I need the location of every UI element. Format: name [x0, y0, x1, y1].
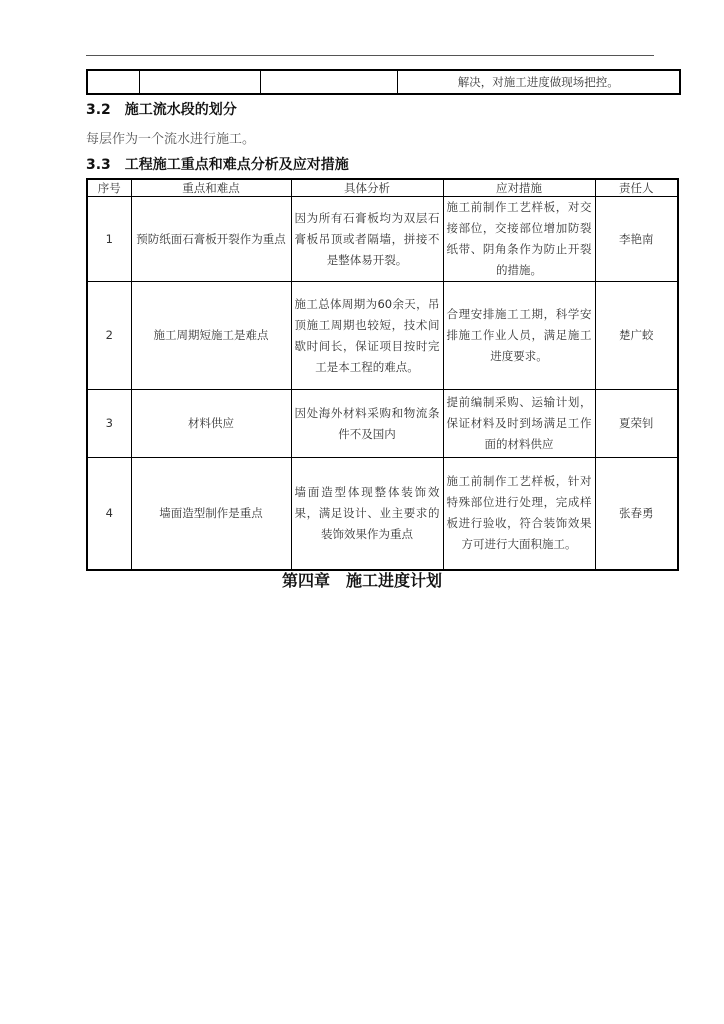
row-analysis: 墙面造型体现整体装饰效果，满足设计、业主要求的装饰效果作为重点 [291, 458, 443, 570]
table-cell [87, 70, 139, 94]
section-text-3-2: 每层作为一个流水进行施工。 [86, 132, 256, 147]
row-person: 张春勇 [595, 458, 678, 570]
row-key: 材料供应 [131, 390, 291, 458]
section-heading-3-3: 3.3 工程施工重点和难点分析及应对措施 [86, 157, 349, 173]
row-key: 施工周期短施工是难点 [131, 282, 291, 390]
table-row [87, 458, 678, 570]
row-no: 2 [87, 282, 131, 390]
row-analysis: 因为所有石膏板均为双层石膏板吊顶或者隔墙，拼接不是整体易开裂。 [291, 197, 443, 282]
table-row [87, 70, 680, 94]
table-row [87, 282, 678, 390]
row-measures: 施工前制作工艺样板，对交接部位，交接部位增加防裂纸带、阴角条作为防止开裂的措施。 [443, 197, 595, 282]
table-header-row [87, 179, 678, 197]
row-no: 4 [87, 458, 131, 570]
table-cell [139, 70, 260, 94]
header-rule [86, 55, 654, 56]
table-row [87, 197, 678, 282]
table-row [87, 390, 678, 458]
row-measures: 合理安排施工工期，科学安排施工作业人员，满足施工进度要求。 [443, 282, 595, 390]
row-no: 1 [87, 197, 131, 282]
row-person: 李艳南 [595, 197, 678, 282]
header-key: 重点和难点 [131, 179, 291, 197]
chapter-title: 第四章 施工进度计划 [281, 571, 442, 590]
header-no: 序号 [87, 179, 131, 197]
header-person: 责任人 [595, 179, 678, 197]
row-person: 楚广蛟 [595, 282, 678, 390]
header-measures: 应对措施 [443, 179, 595, 197]
row-person: 夏荣钊 [595, 390, 678, 458]
row-measures: 施工前制作工艺样板，针对特殊部位进行处理，完成样板进行验收，符合装饰效果方可进行大面积施工。 [443, 458, 595, 570]
row-key: 墙面造型制作是重点 [131, 458, 291, 570]
header-analysis: 具体分析 [291, 179, 443, 197]
row-analysis: 施工总体周期为60余天，吊顶施工周期也较短，技术间歇时间长，保证项目按时完工是本工程的难点。 [291, 282, 443, 390]
table-cell [260, 70, 397, 94]
key-difficulty-table [86, 178, 679, 571]
continued-table [86, 69, 681, 95]
row-analysis: 因处海外材料采购和物流条件不及国内 [291, 390, 443, 458]
row-key: 预防纸面石膏板开裂作为重点 [131, 197, 291, 282]
row-measures: 提前编制采购、运输计划，保证材料及时到场满足工作面的材料供应 [443, 390, 595, 458]
section-heading-3-2: 3.2 施工流水段的划分 [86, 102, 237, 118]
table-cell: 解决，对施工进度做现场把控。 [397, 70, 680, 94]
row-no: 3 [87, 390, 131, 458]
